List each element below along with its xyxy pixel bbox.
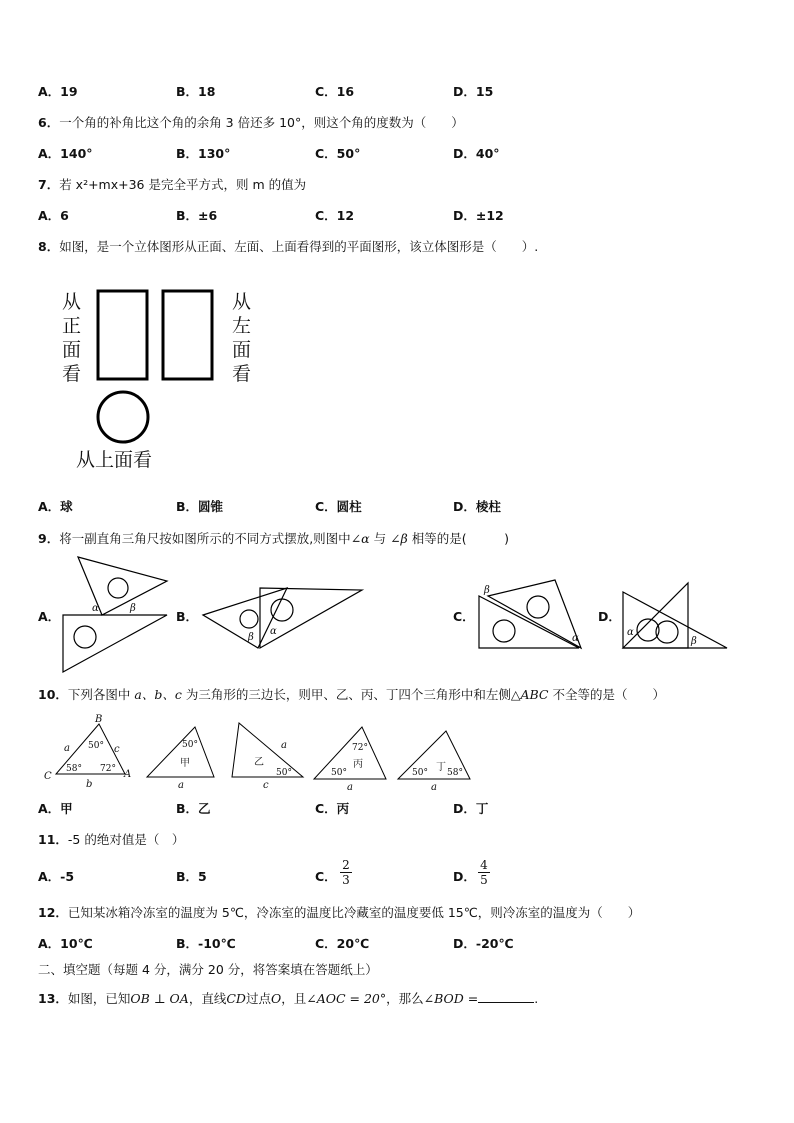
q9c-beta: β <box>484 585 490 596</box>
q12-option-a[interactable]: A．10℃ <box>38 936 93 951</box>
q8-option-d[interactable]: D．棱柱 <box>453 499 501 514</box>
q13-number: 13． <box>38 991 68 1006</box>
top-view-label: 从上面看 <box>76 449 153 471</box>
front-char-4: 看 <box>62 363 82 385</box>
ding-angle-58: 58° <box>447 768 463 778</box>
q13-stem <box>38 990 538 1007</box>
q11-fraction-d <box>478 858 490 887</box>
q11-option-c[interactable]: C． <box>315 869 337 884</box>
abc-angle-c: 58° <box>66 764 82 774</box>
q11-option-d[interactable]: D． <box>453 869 476 884</box>
q13-given-angle: ∠AOC = 20° <box>306 991 387 1006</box>
q9-figure-d <box>623 583 727 648</box>
q13-point-o: O <box>270 991 282 1006</box>
left-char-3: 面 <box>232 339 252 361</box>
q6-number: 6． <box>38 115 60 130</box>
jia-side: a <box>178 780 184 791</box>
q8-text: 如图，是一个立体图形从正面、左面、上面看得到的平面图形，该立体图形是（ ）. <box>59 239 539 254</box>
q12-option-b[interactable]: B．-10℃ <box>176 936 236 951</box>
q6-option-d[interactable]: D．40° <box>453 146 500 161</box>
q9b-alpha: α <box>270 626 277 637</box>
yi-side-a: a <box>281 740 287 751</box>
q9-label-b[interactable]: B． <box>176 609 199 624</box>
q9-angle-alpha: ∠α <box>350 531 370 546</box>
ding-side: a <box>431 782 437 793</box>
set-square-30 <box>488 580 581 648</box>
set-square-30 <box>63 615 167 672</box>
jia-name: 甲 <box>180 758 190 769</box>
q6-option-a[interactable]: A．140° <box>38 146 93 161</box>
q9b-beta: β <box>248 632 254 643</box>
q4-option-c[interactable]: C．16 <box>315 84 355 99</box>
yi-name: 乙 <box>254 757 264 768</box>
q10-text-post: 不全等的是（ ） <box>548 687 665 702</box>
q11-option-b[interactable]: B．5 <box>176 869 207 884</box>
q10-stem <box>38 687 665 703</box>
q9-text-pre: 将一副直角三角尺按如图所示的不同方式摆放,则图中 <box>59 531 351 546</box>
q10-text-mid: 为三角形的三边长，则甲、乙、丙、丁四个三角形中和左侧 <box>181 687 511 702</box>
q8-option-b[interactable]: B．圆锥 <box>176 499 224 514</box>
q11-option-a[interactable]: A．-5 <box>38 869 75 884</box>
q6-option-c[interactable]: C．50° <box>315 146 361 161</box>
q13-asked-angle: ∠BOD = <box>423 991 479 1006</box>
q7-option-c[interactable]: C．12 <box>315 208 355 223</box>
jia-angle: 50° <box>182 740 198 750</box>
fraction-c-denominator: 3 <box>342 873 350 887</box>
q8-option-c[interactable]: C．圆柱 <box>315 499 362 514</box>
q13-text-end: . <box>534 991 539 1006</box>
q6-text: 一个角的补角比这个角的余角 3 倍还多 10°，则这个角的度数为（ ） <box>59 115 464 130</box>
q12-text: 已知某冰箱冷冻室的温度为 5℃，冷冻室的温度比冷藏室的温度要低 15℃，则冷冻室的温度为（ ） <box>67 905 641 920</box>
q7-option-d[interactable]: D．±12 <box>453 208 504 223</box>
abc-angle-a: 72° <box>100 764 116 774</box>
abc-angle-b: 50° <box>88 741 104 751</box>
abc-side-b: b <box>86 779 93 790</box>
q7-option-a[interactable]: A．6 <box>38 208 69 223</box>
q11-number: 11． <box>38 832 68 847</box>
front-char-2: 正 <box>62 315 82 337</box>
q11-text: -5 的绝对值是（ ） <box>67 832 185 847</box>
q8-option-a[interactable]: A．球 <box>38 499 73 514</box>
q9-figure-c <box>479 580 581 648</box>
q10-option-c[interactable]: C．丙 <box>315 801 350 816</box>
q9-number: 9． <box>38 531 60 546</box>
q10-number: 10． <box>38 687 68 702</box>
abc-side-a: a <box>64 743 70 754</box>
q13-text-mid: ，直线 <box>188 991 227 1006</box>
abc-side-c: c <box>114 744 120 755</box>
left-char-1: 从 <box>232 291 252 313</box>
q9-angle-beta: ∠β <box>390 531 408 546</box>
yi-angle: 50° <box>276 768 292 778</box>
q13-text-mid2: 过点 <box>245 991 271 1006</box>
abc-vertex-b: B <box>95 714 103 725</box>
q9d-beta: β <box>691 636 697 647</box>
ding-name: 丁 <box>436 762 446 773</box>
q12-option-d[interactable]: D．-20℃ <box>453 936 514 951</box>
left-char-4: 看 <box>232 363 252 385</box>
q10-text-pre: 下列各图中 <box>67 687 135 702</box>
q10-triangle: △ABC <box>510 687 549 702</box>
abc-vertex-a: A <box>124 769 132 780</box>
ding-angle-50: 50° <box>412 768 428 778</box>
q9-label-a[interactable]: A． <box>38 609 61 624</box>
bing-angle-72: 72° <box>352 743 368 753</box>
q9-text-mid: 与 <box>369 531 391 546</box>
q9-figure-b <box>203 588 362 648</box>
q13-line-cd: CD <box>226 991 246 1006</box>
q13-text-mid3: ，且 <box>281 991 307 1006</box>
q13-perpendicular: OB ⊥ OA <box>130 991 189 1006</box>
bing-side: a <box>347 782 353 793</box>
q9-label-d[interactable]: D． <box>598 609 621 624</box>
q12-stem <box>38 905 640 921</box>
yi-side-c: c <box>263 780 269 791</box>
q9-figure-a <box>63 557 167 672</box>
bing-angle-50: 50° <box>331 768 347 778</box>
q12-option-c[interactable]: C．20℃ <box>315 936 370 951</box>
q12-number: 12． <box>38 905 68 920</box>
q4-option-a[interactable]: A．19 <box>38 84 78 99</box>
q10-option-a[interactable]: A．甲 <box>38 801 73 816</box>
q9-label-c[interactable]: C． <box>453 609 475 624</box>
abc-vertex-c: C <box>44 771 52 782</box>
q9a-alpha: α <box>92 603 99 614</box>
q10-vars: a、b、c <box>134 687 182 702</box>
q11-fraction-c <box>340 858 352 887</box>
fraction-d-denominator: 5 <box>480 873 488 887</box>
bing-name: 丙 <box>353 759 363 770</box>
q13-text-mid4: ，那么 <box>386 991 424 1006</box>
top-view-circle <box>98 392 148 442</box>
fraction-c-numerator: 2 <box>340 858 352 873</box>
q7-option-b[interactable]: B．±6 <box>176 208 218 223</box>
q9d-alpha: α <box>627 627 634 638</box>
q11-stem <box>38 832 184 848</box>
q9-text-post: 相等的是( ) <box>407 531 509 546</box>
q13-text-pre: 如图，已知 <box>67 991 131 1006</box>
triangle-yi <box>232 723 303 777</box>
triangle-jia <box>147 727 214 777</box>
q6-option-b[interactable]: B．130° <box>176 146 231 161</box>
fraction-d-numerator: 4 <box>478 858 490 873</box>
front-char-3: 面 <box>62 339 82 361</box>
q8-figure <box>62 291 251 471</box>
q4-option-d[interactable]: D．15 <box>453 84 494 99</box>
q7-text: 若 x²+mx+36 是完全平方式，则 m 的值为 <box>59 177 307 192</box>
q9-stem <box>38 531 509 547</box>
q8-number: 8． <box>38 239 60 254</box>
triangle-bing <box>314 727 386 779</box>
q9c-alpha: α <box>572 633 579 644</box>
left-char-2: 左 <box>232 315 252 337</box>
q7-number: 7． <box>38 177 60 192</box>
q9a-beta: β <box>130 603 136 614</box>
section-2-heading: 二、填空题（每题 4 分，满分 20 分，将答案填在答题纸上） <box>38 962 378 977</box>
left-view-rect <box>163 291 212 379</box>
front-view-rect <box>98 291 147 379</box>
q10-option-d[interactable]: D．丁 <box>453 801 489 816</box>
q4-option-b[interactable]: B．18 <box>176 84 216 99</box>
q10-option-b[interactable]: B．乙 <box>176 801 211 816</box>
q13-answer-blank[interactable] <box>478 990 534 1003</box>
front-char-1: 从 <box>62 291 82 313</box>
